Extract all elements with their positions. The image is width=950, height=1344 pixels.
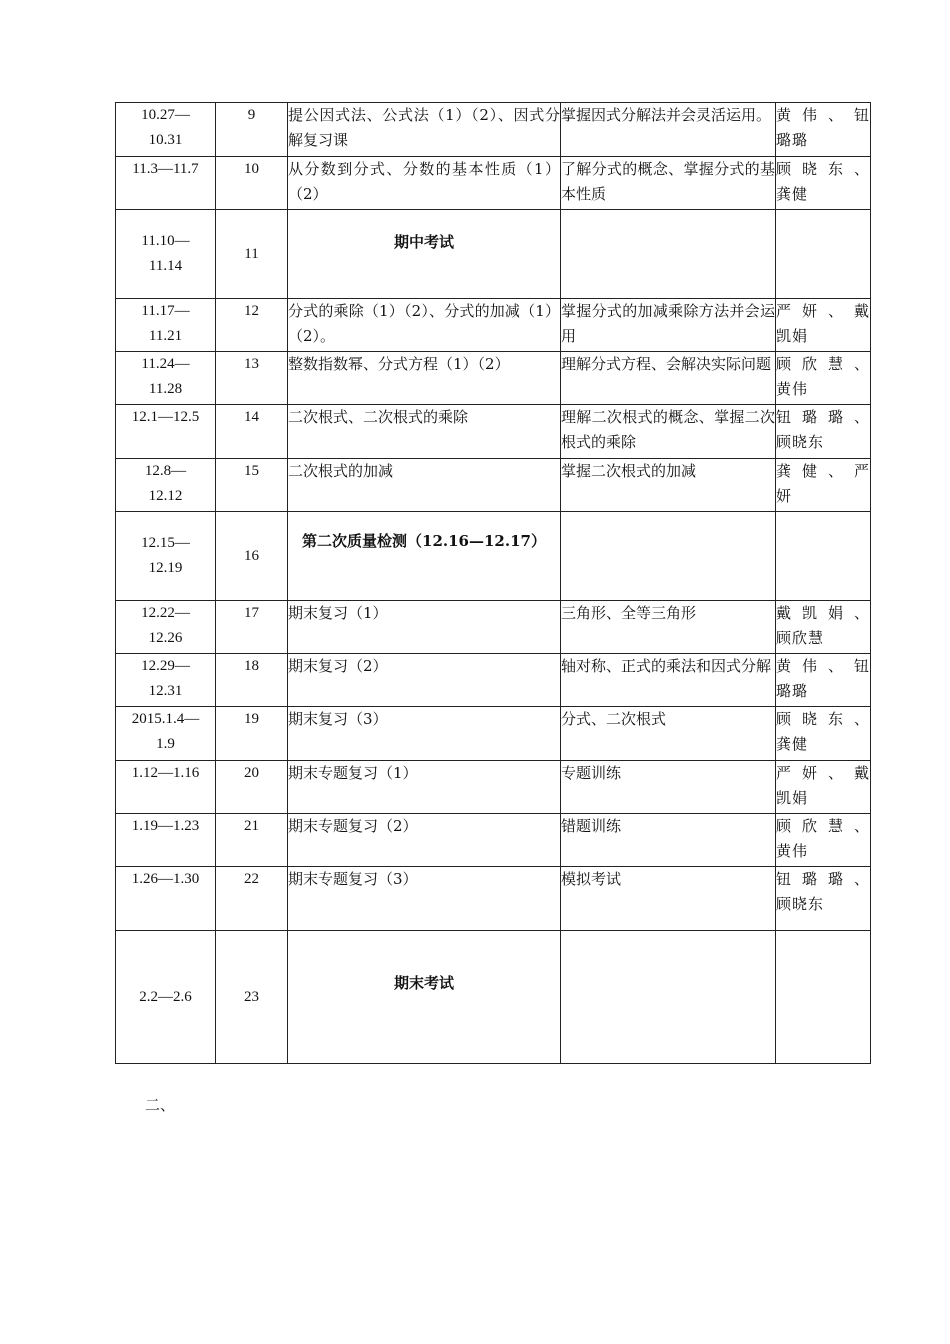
goal-cell: 专题训练: [561, 761, 776, 814]
table-row: [116, 814, 871, 867]
table-row: [116, 761, 871, 814]
goal-cell: 错题训练: [561, 814, 776, 867]
table-row: [116, 157, 871, 210]
content-cell: 期末复习（2）: [288, 654, 561, 707]
table-row: [116, 459, 871, 512]
content-cell: 整数指数幂、分式方程（1）（2）: [288, 352, 561, 405]
teacher-cell: 严妍、戴 凯娟: [776, 299, 871, 352]
goal-cell: 掌握分式的加减乘除方法并会运用: [561, 299, 776, 352]
goal-cell: [561, 931, 776, 1064]
week-cell: 12: [216, 299, 288, 352]
table-row: [116, 352, 871, 405]
date-cell: 12.1—12.5: [116, 405, 216, 459]
date-cell: 11.24— 11.28: [116, 352, 216, 405]
date-cell: 10.27— 10.31: [116, 103, 216, 157]
teacher-cell: 钮璐璐、 顾晓东: [776, 405, 871, 459]
week-cell: 14: [216, 405, 288, 459]
date-cell: 1.26—1.30: [116, 867, 216, 931]
teacher-cell: 黄伟、钮 璐璐: [776, 654, 871, 707]
teacher-cell: 戴凯娟、 顾欣慧: [776, 601, 871, 654]
week-cell: 9: [216, 103, 288, 157]
week-cell: 11: [216, 210, 288, 299]
week-cell: 17: [216, 601, 288, 654]
exam-title: 期末考试: [288, 931, 561, 1064]
week-cell: 19: [216, 707, 288, 761]
teacher-cell: [776, 512, 871, 601]
table-row: [116, 405, 871, 459]
schedule-table: [115, 102, 871, 1064]
exam-title: 期中考试: [288, 210, 561, 299]
teacher-cell: 龚健、严 妍: [776, 459, 871, 512]
teacher-cell: 黄伟、钮 璐璐: [776, 103, 871, 157]
table-row: [116, 210, 871, 299]
content-cell: 期末专题复习（1）: [288, 761, 561, 814]
week-cell: 23: [216, 931, 288, 1064]
content-cell: 二次根式、二次根式的乘除: [288, 405, 561, 459]
goal-cell: 分式、二次根式: [561, 707, 776, 761]
date-cell: 12.22— 12.26: [116, 601, 216, 654]
content-cell: 分式的乘除（1）（2）、分式的加减（1）（2）。: [288, 299, 561, 352]
table-row: [116, 867, 871, 931]
content-cell: 二次根式的加减: [288, 459, 561, 512]
goal-cell: 理解分式方程、会解决实际问题: [561, 352, 776, 405]
date-cell: 2.2—2.6: [116, 931, 216, 1064]
date-cell: 12.8— 12.12: [116, 459, 216, 512]
goal-cell: [561, 210, 776, 299]
week-cell: 20: [216, 761, 288, 814]
table-row: [116, 654, 871, 707]
date-cell: 1.19—1.23: [116, 814, 216, 867]
goal-cell: 理解二次根式的概念、掌握二次根式的乘除: [561, 405, 776, 459]
goal-cell: 模拟考试: [561, 867, 776, 931]
week-cell: 13: [216, 352, 288, 405]
exam-title: 第二次质量检测（12.16—12.17）: [288, 512, 561, 601]
date-cell: 11.17— 11.21: [116, 299, 216, 352]
table-row: [116, 299, 871, 352]
content-cell: 提公因式法、公式法（1）（2）、因式分解复习课: [288, 103, 561, 157]
date-cell: 12.29— 12.31: [116, 654, 216, 707]
teacher-cell: 钮璐璐、 顾晓东: [776, 867, 871, 931]
date-cell: 11.3—11.7: [116, 157, 216, 210]
section-marker: 二、: [145, 1096, 176, 1114]
teacher-cell: [776, 931, 871, 1064]
goal-cell: [561, 512, 776, 601]
date-cell: 2015.1.4— 1.9: [116, 707, 216, 761]
date-cell: 1.12—1.16: [116, 761, 216, 814]
goal-cell: 了解分式的概念、掌握分式的基本性质: [561, 157, 776, 210]
teacher-cell: [776, 210, 871, 299]
teacher-cell: 顾晓东、 龚健: [776, 157, 871, 210]
teacher-cell: 顾欣慧、 黄伟: [776, 352, 871, 405]
table-row: [116, 931, 871, 1064]
teacher-cell: 严妍、戴 凯娟: [776, 761, 871, 814]
goal-cell: 掌握因式分解法并会灵活运用。: [561, 103, 776, 157]
week-cell: 15: [216, 459, 288, 512]
goal-cell: 轴对称、正式的乘法和因式分解: [561, 654, 776, 707]
table-row: [116, 601, 871, 654]
week-cell: 16: [216, 512, 288, 601]
teacher-cell: 顾晓东、 龚健: [776, 707, 871, 761]
week-cell: 21: [216, 814, 288, 867]
table-row: [116, 707, 871, 761]
content-cell: 期末专题复习（2）: [288, 814, 561, 867]
week-cell: 10: [216, 157, 288, 210]
content-cell: 期末复习（3）: [288, 707, 561, 761]
content-cell: 期末专题复习（3）: [288, 867, 561, 931]
teacher-cell: 顾欣慧、 黄伟: [776, 814, 871, 867]
content-cell: 从分数到分式、分数的基本性质（1）（2）: [288, 157, 561, 210]
table-row: [116, 512, 871, 601]
date-cell: 11.10— 11.14: [116, 210, 216, 299]
table-row: [116, 103, 871, 157]
week-cell: 22: [216, 867, 288, 931]
goal-cell: 三角形、全等三角形: [561, 601, 776, 654]
goal-cell: 掌握二次根式的加减: [561, 459, 776, 512]
week-cell: 18: [216, 654, 288, 707]
content-cell: 期末复习（1）: [288, 601, 561, 654]
date-cell: 12.15— 12.19: [116, 512, 216, 601]
